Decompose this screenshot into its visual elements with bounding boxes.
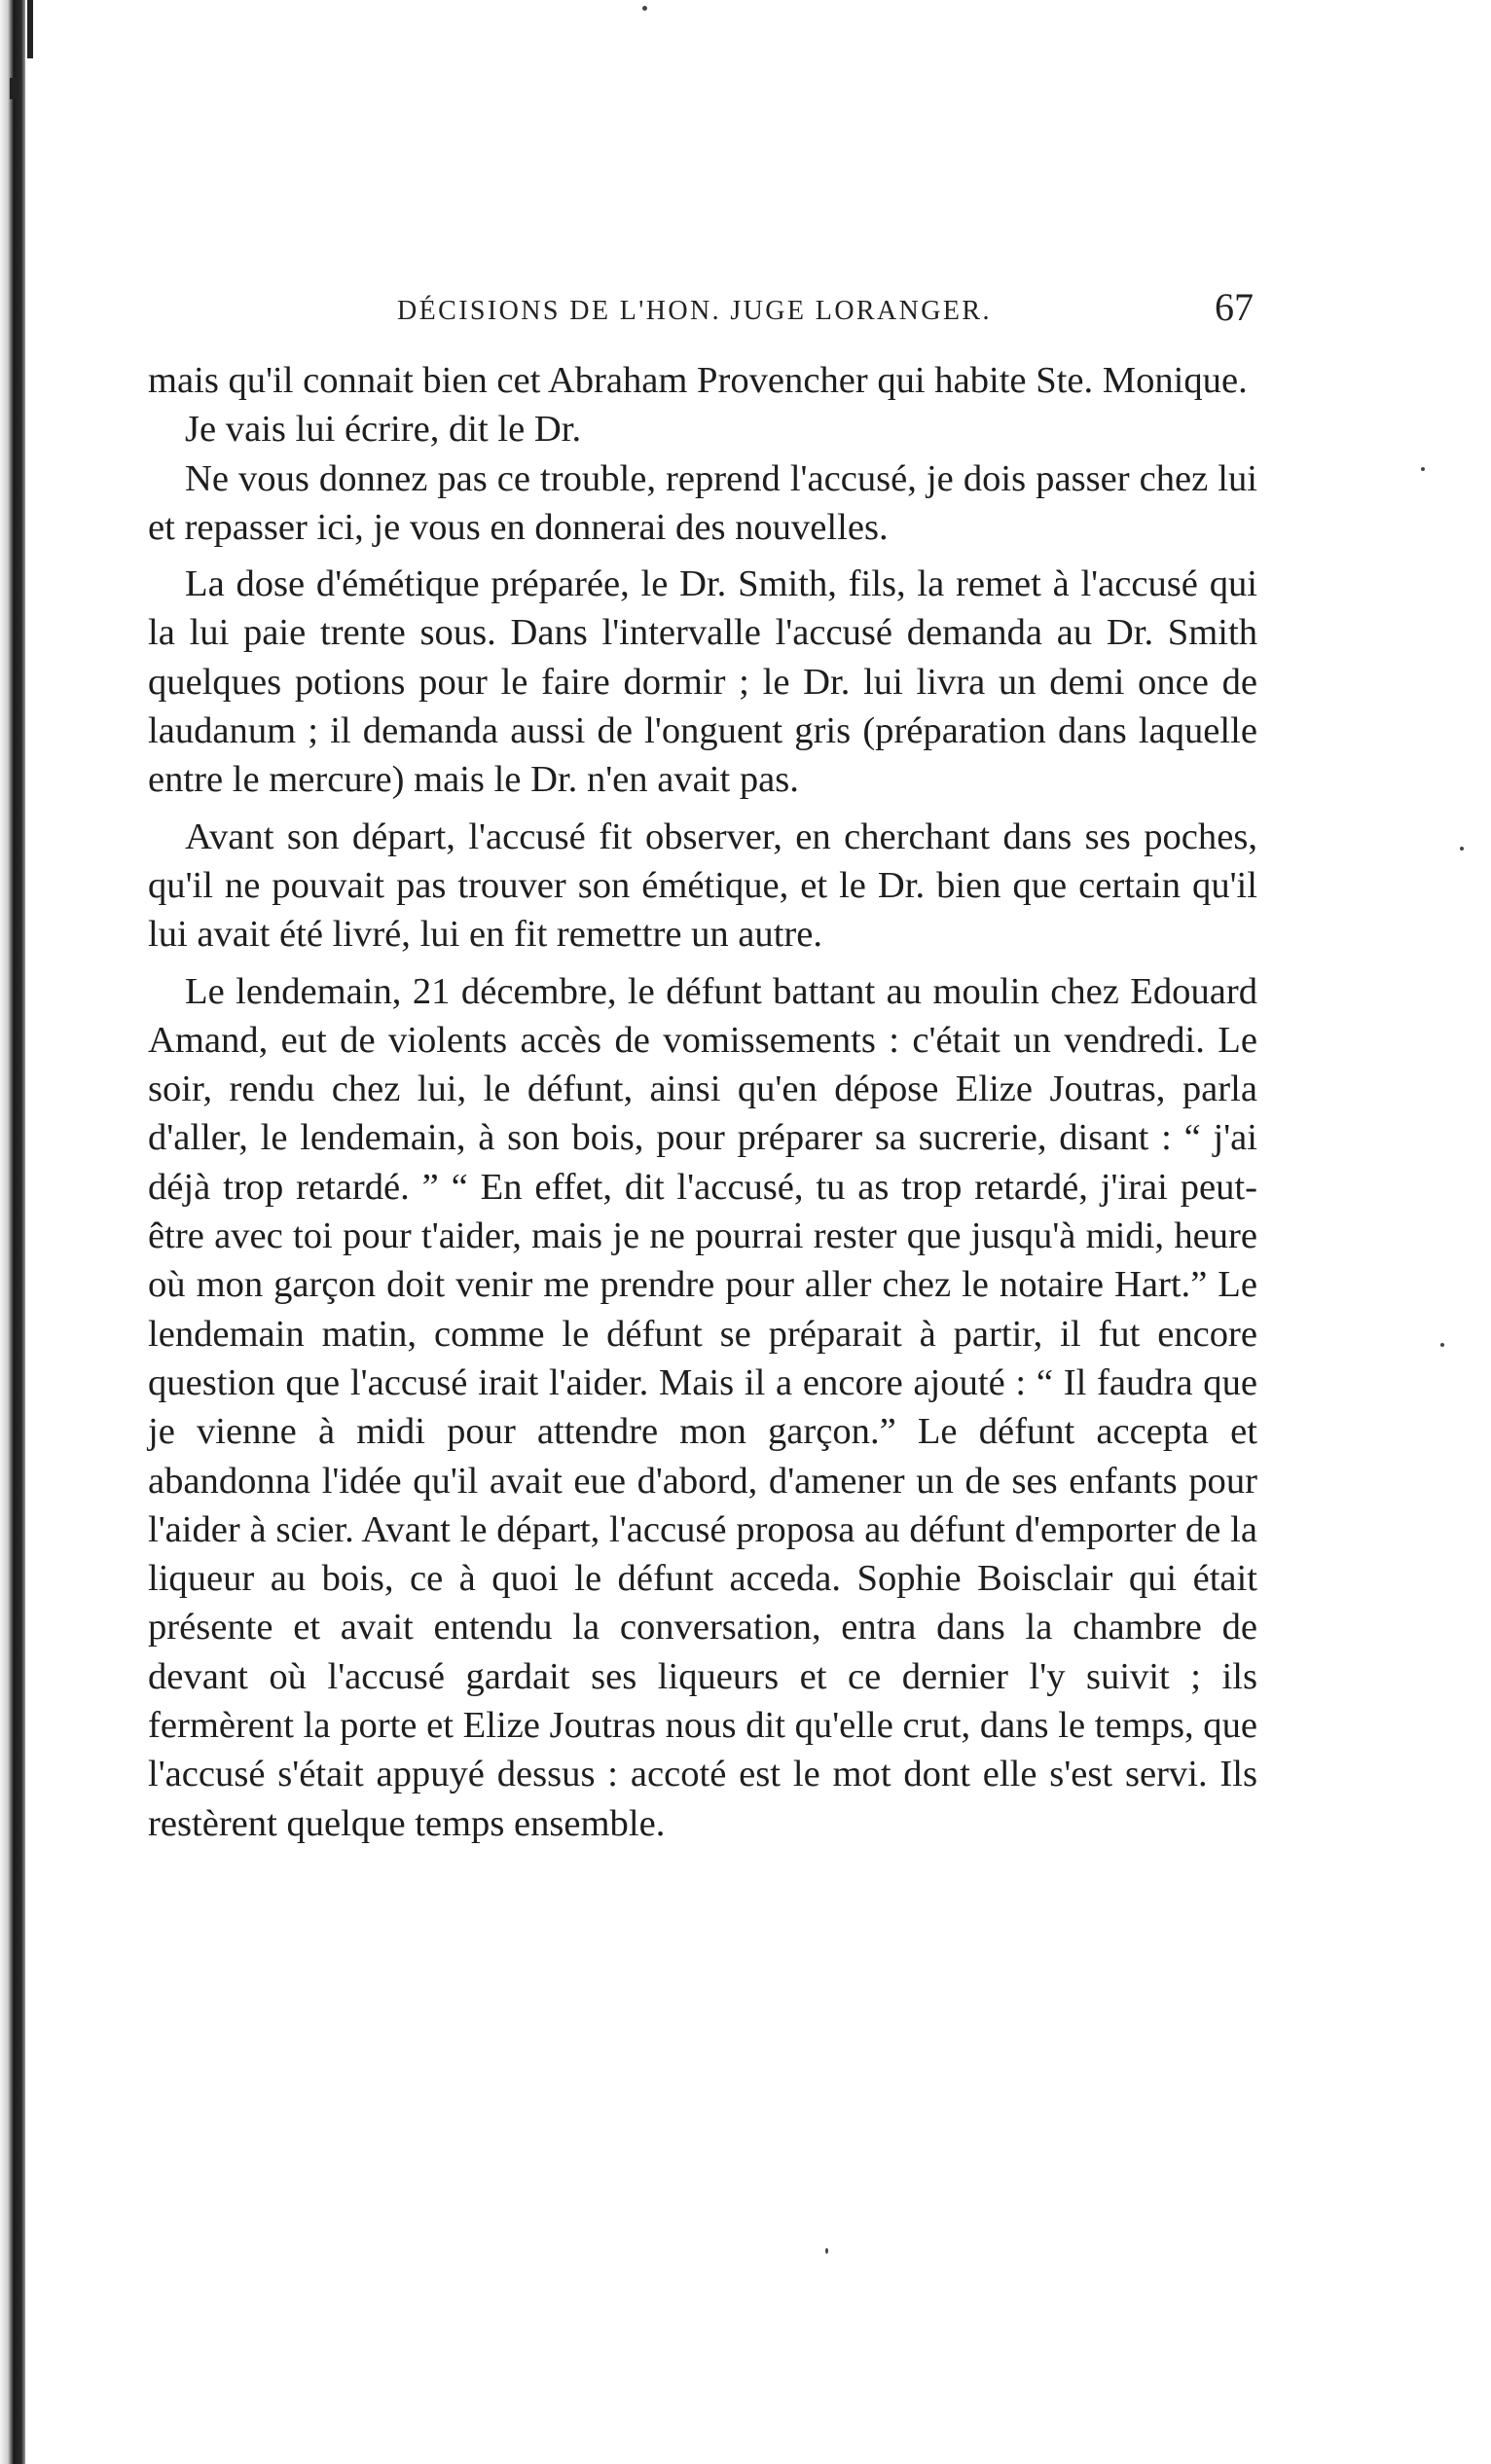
body-text <box>148 356 1257 1848</box>
page-number: 67 <box>1215 285 1254 329</box>
paragraph: Je vais lui écrire, dit le Dr. <box>185 409 582 451</box>
paragraph: mais qu'il connait bien cet Abraham Provencher qui habite Ste. Monique. <box>148 360 1248 401</box>
paragraph: Ne vous donnez pas ce trouble, reprend l'accusé, je dois passer chez lui et repasser ici, je vous en donnerai des nouvelles. <box>148 457 1257 548</box>
running-title: DÉCISIONS DE L'HON. JUGE LORANGER. <box>397 296 992 326</box>
scan-speck <box>1421 467 1425 471</box>
scan-speck <box>1440 1343 1444 1347</box>
scan-speck <box>1460 847 1464 851</box>
paragraph: La dose d'émétique préparée, le Dr. Smith, fils, la remet à l'accusé qui la lui paie trente sous. Dans l'intervalle l'accusé demanda au Dr. Smith quelques potions pour le faire dormir ; le Dr. lui livra un demi once de laudanum ; il demanda aussi de l'onguent gris (préparation dans laquelle entre le mercure) mais le Dr. n'en avait pas. <box>148 563 1257 801</box>
paragraph: Avant son départ, l'accusé fit observer, en cherchant dans ses poches, qu'il ne pouvait pas trouver son émétique, et le Dr. bien que certain qu'il lui avait été livré, lui en fit remettre un autre. <box>148 815 1257 956</box>
page-header <box>156 284 1255 333</box>
binding-speck <box>27 0 33 58</box>
page-binding-edge <box>0 0 25 2464</box>
scan-speck <box>825 2248 828 2254</box>
binding-speck <box>10 78 18 99</box>
scan-speck <box>642 6 647 11</box>
paragraph: Le lendemain, 21 décembre, le défunt battant au moulin chez Edouard Amand, eut de violents accès de vomissements : c'était un vendredi. Le soir, rendu chez lui, le défunt, ainsi qu'en dépose Elize Joutras, parla d'aller, le lendemain, à son bois, pour préparer sa sucrerie, disant : “ j'ai déjà trop retardé. ” “ En effet, dit l'accusé, tu as trop retardé, j'irai peut-être avec toi pour t'aider, mais je ne pourrai rester que jusqu'à midi, heure où mon garçon doit venir me prendre pour aller chez le notaire Hart.” Le lendemain matin, comme le défunt se préparait à partir, il fut encore question que l'accusé irait l'aider. Mais il a encore ajouté : “ Il faudra que je vienne à midi pour attendre mon garçon.” Le défunt accepta et abandonna l'idée qu'il avait eue d'abord, d'amener un de ses enfants pour l'aider à scier. Avant le départ, l'accusé proposa au défunt d'emporter de la liqueur au bois, ce à quoi le défunt acceda. Sophie Boisclair qui était présente et avait entendu la conversation, entra dans la chambre de devant où l'accusé gardait ses liqueurs et ce dernier l'y suivit ; ils fermèrent la porte et Elize Joutras nous dit qu'elle crut, dans le temps, que l'accusé s'était appuyé dessus : accoté est le mot dont elle s'est servi. Ils restèrent quelque temps ensemble. <box>148 970 1257 1844</box>
